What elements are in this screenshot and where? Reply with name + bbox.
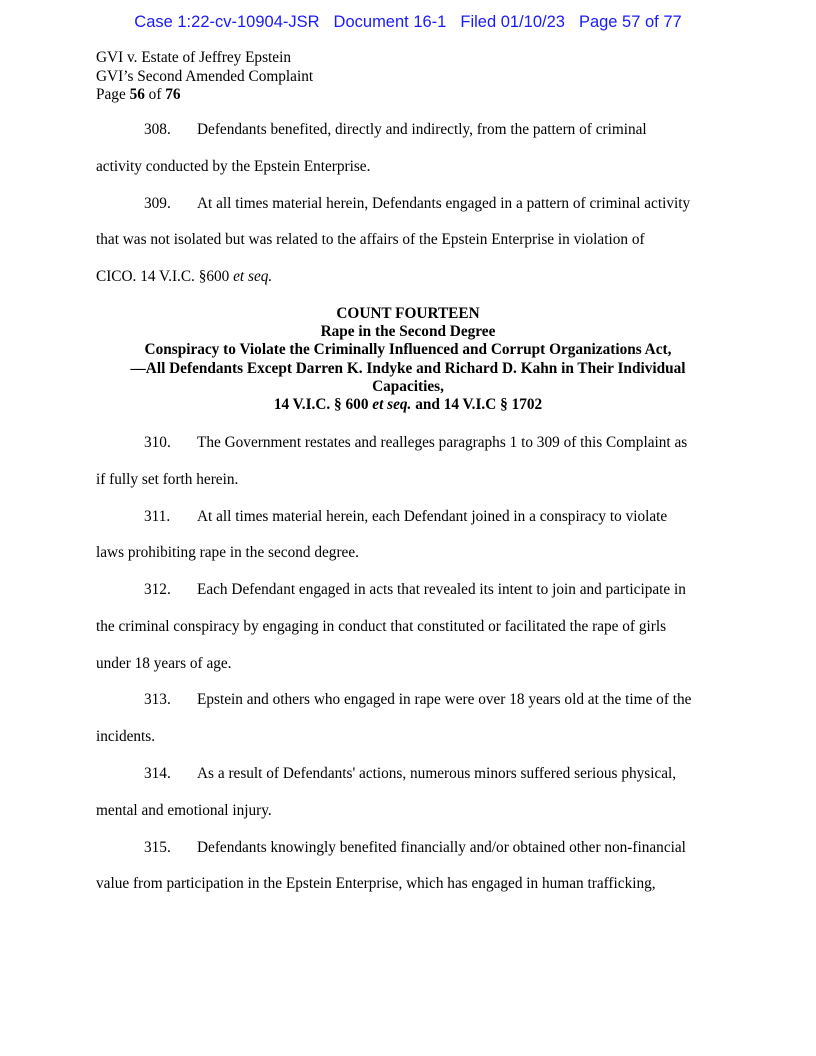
paragraph-313: 313. Epstein and others who engaged in rape were over 18 years old at the time of the	[144, 691, 692, 708]
caption-document-title: GVI’s Second Amended Complaint	[96, 67, 314, 85]
count-defendants-cont: Capacities,	[372, 377, 444, 395]
paragraph-313-line: incidents.	[96, 728, 156, 745]
count-subtitle: Rape in the Second Degree	[320, 323, 496, 341]
count-heading	[96, 305, 720, 414]
paragraph-308-line: activity conducted by the Epstein Enterprise.	[96, 158, 371, 175]
count-statute: 14 V.I.C. § 600 et seq. and 14 V.I.C § 1702	[273, 396, 543, 414]
document-caption	[96, 49, 313, 105]
paragraph-309-line: that was not isolated but was related to the affairs of the Epstein Enterprise in violation of	[96, 231, 645, 248]
paragraph-312: 312. Each Defendant engaged in acts that revealed its intent to join and participate in	[144, 581, 686, 598]
caption-case-title: GVI v. Estate of Jeffrey Epstein	[96, 49, 291, 66]
court-filing-header	[0, 13, 816, 32]
caption-page-number: Page 56 of 76	[96, 86, 181, 103]
paragraph-308: 308. Defendants benefited, directly and indirectly, from the pattern of criminal	[144, 121, 647, 138]
paragraph-314-line: mental and emotional injury.	[96, 802, 272, 819]
filed-date: Filed 01/10/23	[460, 13, 565, 31]
paragraph-311: 311. At all times material herein, each Defendant joined in a conspiracy to violate	[144, 508, 668, 525]
case-number: Case 1:22-cv-10904-JSR	[134, 13, 320, 31]
paragraph-315-line: value from participation in the Epstein Enterprise, which has engaged in human trafficking,	[96, 875, 656, 892]
count-description: Conspiracy to Violate the Criminally Influenced and Corrupt Organizations Act,	[144, 341, 672, 359]
paragraph-309: 309. At all times material herein, Defendants engaged in a pattern of criminal activity	[144, 195, 691, 212]
paragraph-310-line: if fully set forth herein.	[96, 471, 239, 488]
paragraph-312-line: the criminal conspiracy by engaging in conduct that constituted or facilitated the rape of girls	[96, 618, 667, 635]
paragraph-310: 310. The Government restates and realleges paragraphs 1 to 309 of this Complaint as	[144, 434, 688, 451]
paragraph-311-line: laws prohibiting rape in the second degree.	[96, 544, 359, 561]
document-number: Document 16-1	[333, 13, 447, 31]
paragraph-312-line: under 18 years of age.	[96, 655, 232, 672]
count-defendants: —All Defendants Except Darren K. Indyke and Richard D. Kahn in Their Individual	[130, 359, 686, 377]
paragraph-315: 315. Defendants knowingly benefited financially and/or obtained other non-financial	[144, 839, 686, 856]
filing-page-number: Page 57 of 77	[578, 13, 682, 31]
paragraph-309-line: CICO. 14 V.I.C. §600 et seq.	[96, 268, 273, 285]
count-title: COUNT FOURTEEN	[336, 305, 480, 322]
paragraph-314: 314. As a result of Defendants' actions, numerous minors suffered serious physical,	[144, 765, 677, 782]
